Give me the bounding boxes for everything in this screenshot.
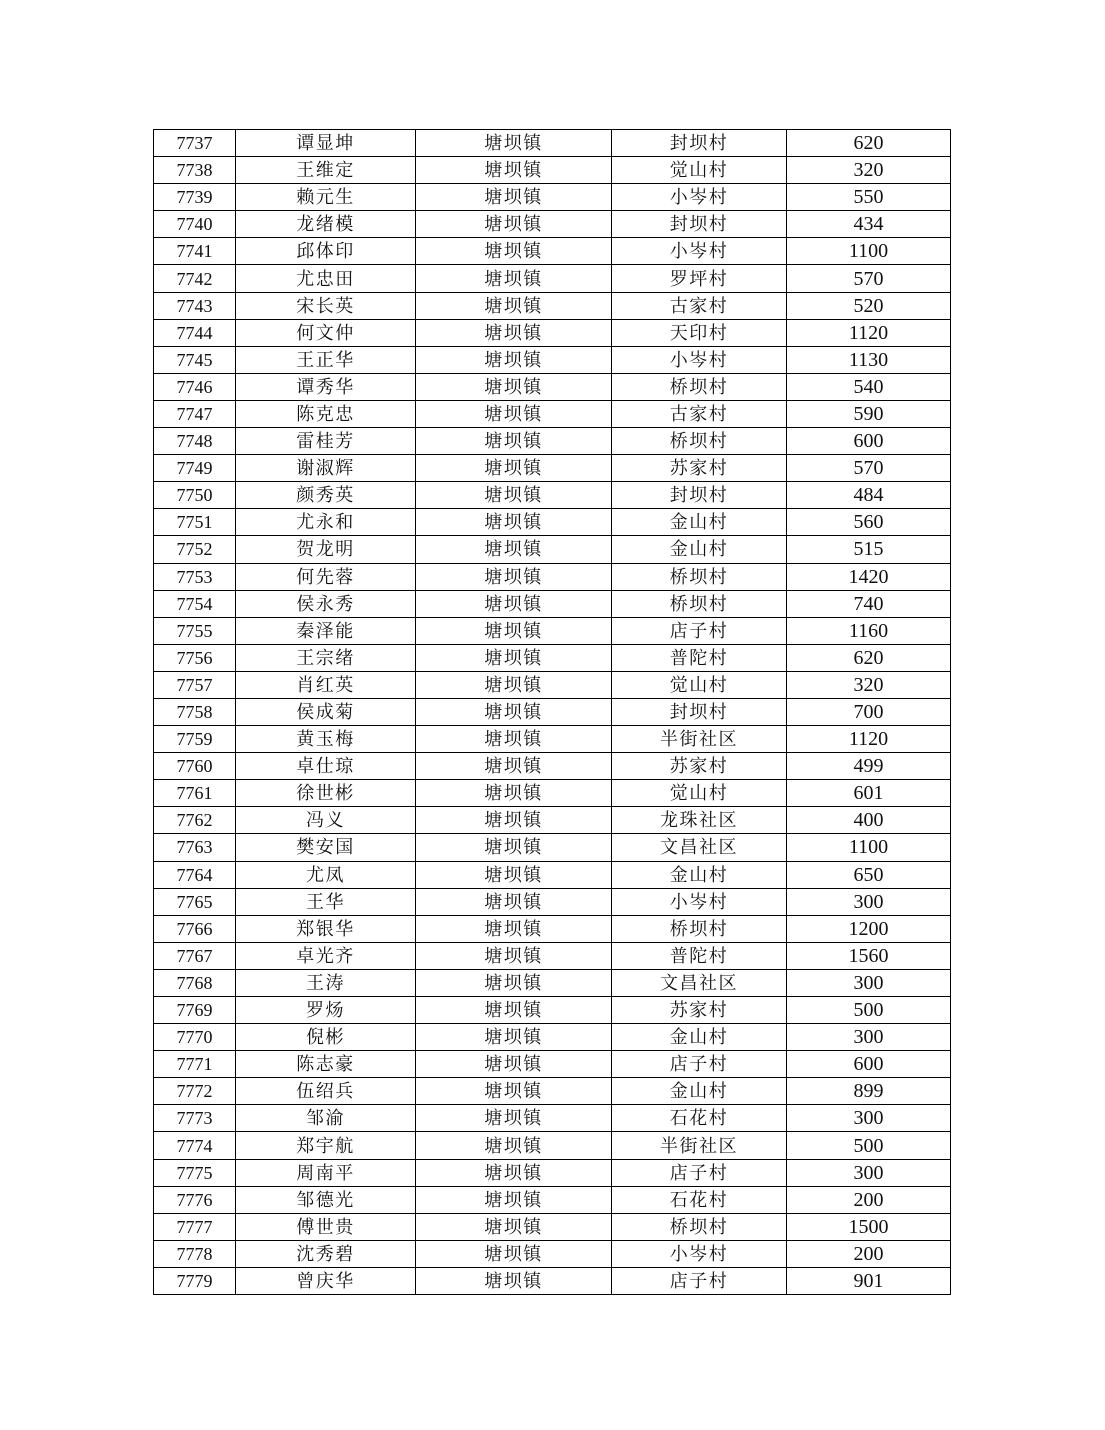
cell-name: 黄玉梅: [236, 726, 416, 753]
cell-amount: 550: [787, 184, 951, 211]
cell-village: 桥坝村: [612, 915, 787, 942]
cell-amount: 300: [787, 1159, 951, 1186]
table-row: [154, 1240, 951, 1267]
cell-serial: 7737: [154, 130, 236, 157]
cell-village: 觉山村: [612, 157, 787, 184]
cell-town: 塘坝镇: [416, 238, 612, 265]
table-row: [154, 698, 951, 725]
table-row: [154, 238, 951, 265]
cell-serial: 7779: [154, 1267, 236, 1294]
cell-amount: 520: [787, 292, 951, 319]
cell-serial: 7774: [154, 1132, 236, 1159]
cell-name: 秦泽能: [236, 617, 416, 644]
cell-town: 塘坝镇: [416, 130, 612, 157]
table-row: [154, 455, 951, 482]
cell-village: 桥坝村: [612, 428, 787, 455]
cell-town: 塘坝镇: [416, 400, 612, 427]
cell-serial: 7739: [154, 184, 236, 211]
cell-village: 金山村: [612, 861, 787, 888]
cell-town: 塘坝镇: [416, 373, 612, 400]
cell-serial: 7759: [154, 726, 236, 753]
cell-town: 塘坝镇: [416, 915, 612, 942]
cell-town: 塘坝镇: [416, 1105, 612, 1132]
cell-town: 塘坝镇: [416, 1024, 612, 1051]
table-row: [154, 1213, 951, 1240]
cell-town: 塘坝镇: [416, 1213, 612, 1240]
cell-village: 苏家村: [612, 997, 787, 1024]
cell-serial: 7740: [154, 211, 236, 238]
cell-village: 文昌社区: [612, 834, 787, 861]
cell-town: 塘坝镇: [416, 1051, 612, 1078]
cell-serial: 7772: [154, 1078, 236, 1105]
cell-name: 伍绍兵: [236, 1078, 416, 1105]
cell-name: 傅世贵: [236, 1213, 416, 1240]
cell-name: 王涛: [236, 969, 416, 996]
table-row: [154, 1051, 951, 1078]
cell-amount: 300: [787, 1024, 951, 1051]
cell-village: 石花村: [612, 1105, 787, 1132]
table-row: [154, 888, 951, 915]
cell-name: 沈秀碧: [236, 1240, 416, 1267]
cell-name: 肖红英: [236, 671, 416, 698]
cell-town: 塘坝镇: [416, 211, 612, 238]
cell-serial: 7767: [154, 942, 236, 969]
cell-serial: 7757: [154, 671, 236, 698]
cell-name: 徐世彬: [236, 780, 416, 807]
cell-serial: 7761: [154, 780, 236, 807]
records-table-body: [154, 130, 951, 1295]
cell-name: 谢淑辉: [236, 455, 416, 482]
cell-serial: 7764: [154, 861, 236, 888]
cell-town: 塘坝镇: [416, 536, 612, 563]
cell-serial: 7749: [154, 455, 236, 482]
cell-town: 塘坝镇: [416, 1240, 612, 1267]
cell-town: 塘坝镇: [416, 292, 612, 319]
cell-serial: 7760: [154, 753, 236, 780]
cell-village: 半街社区: [612, 1132, 787, 1159]
cell-town: 塘坝镇: [416, 346, 612, 373]
cell-village: 金山村: [612, 509, 787, 536]
table-row: [154, 346, 951, 373]
cell-village: 文昌社区: [612, 969, 787, 996]
cell-serial: 7744: [154, 319, 236, 346]
cell-town: 塘坝镇: [416, 563, 612, 590]
cell-town: 塘坝镇: [416, 184, 612, 211]
cell-name: 倪彬: [236, 1024, 416, 1051]
cell-amount: 300: [787, 888, 951, 915]
cell-name: 樊安国: [236, 834, 416, 861]
table-row: [154, 617, 951, 644]
table-row: [154, 726, 951, 753]
cell-amount: 570: [787, 455, 951, 482]
cell-village: 金山村: [612, 536, 787, 563]
table-row: [154, 1186, 951, 1213]
cell-name: 尤忠田: [236, 265, 416, 292]
cell-village: 桥坝村: [612, 1213, 787, 1240]
cell-name: 何先蓉: [236, 563, 416, 590]
table-row: [154, 997, 951, 1024]
cell-village: 石花村: [612, 1186, 787, 1213]
cell-name: 赖元生: [236, 184, 416, 211]
cell-serial: 7741: [154, 238, 236, 265]
table-row: [154, 915, 951, 942]
cell-amount: 560: [787, 509, 951, 536]
cell-serial: 7755: [154, 617, 236, 644]
cell-amount: 500: [787, 997, 951, 1024]
cell-name: 郑银华: [236, 915, 416, 942]
cell-village: 小岑村: [612, 888, 787, 915]
cell-village: 店子村: [612, 617, 787, 644]
cell-village: 觉山村: [612, 671, 787, 698]
table-row: [154, 428, 951, 455]
cell-serial: 7742: [154, 265, 236, 292]
cell-name: 陈克忠: [236, 400, 416, 427]
cell-serial: 7752: [154, 536, 236, 563]
table-row: [154, 834, 951, 861]
cell-village: 封坝村: [612, 698, 787, 725]
cell-amount: 540: [787, 373, 951, 400]
cell-name: 尤凤: [236, 861, 416, 888]
cell-serial: 7777: [154, 1213, 236, 1240]
cell-village: 店子村: [612, 1267, 787, 1294]
cell-amount: 620: [787, 130, 951, 157]
cell-amount: 899: [787, 1078, 951, 1105]
table-row: [154, 319, 951, 346]
cell-village: 封坝村: [612, 130, 787, 157]
cell-village: 封坝村: [612, 211, 787, 238]
cell-town: 塘坝镇: [416, 1186, 612, 1213]
table-row: [154, 644, 951, 671]
table-row: [154, 563, 951, 590]
cell-name: 卓仕琼: [236, 753, 416, 780]
cell-town: 塘坝镇: [416, 834, 612, 861]
cell-amount: 740: [787, 590, 951, 617]
cell-village: 小岑村: [612, 1240, 787, 1267]
table-row: [154, 671, 951, 698]
cell-town: 塘坝镇: [416, 157, 612, 184]
cell-amount: 1200: [787, 915, 951, 942]
cell-name: 周南平: [236, 1159, 416, 1186]
cell-amount: 515: [787, 536, 951, 563]
cell-name: 龙绪模: [236, 211, 416, 238]
table-row: [154, 1159, 951, 1186]
cell-serial: 7738: [154, 157, 236, 184]
cell-town: 塘坝镇: [416, 942, 612, 969]
cell-amount: 700: [787, 698, 951, 725]
cell-name: 冯义: [236, 807, 416, 834]
cell-village: 金山村: [612, 1024, 787, 1051]
cell-serial: 7768: [154, 969, 236, 996]
cell-name: 颜秀英: [236, 482, 416, 509]
cell-name: 侯成菊: [236, 698, 416, 725]
cell-village: 金山村: [612, 1078, 787, 1105]
cell-serial: 7773: [154, 1105, 236, 1132]
cell-town: 塘坝镇: [416, 1078, 612, 1105]
cell-serial: 7778: [154, 1240, 236, 1267]
table-row: [154, 400, 951, 427]
cell-amount: 1120: [787, 726, 951, 753]
cell-town: 塘坝镇: [416, 482, 612, 509]
cell-amount: 1500: [787, 1213, 951, 1240]
cell-serial: 7748: [154, 428, 236, 455]
cell-amount: 499: [787, 753, 951, 780]
cell-village: 桥坝村: [612, 563, 787, 590]
cell-town: 塘坝镇: [416, 1267, 612, 1294]
cell-town: 塘坝镇: [416, 997, 612, 1024]
table-row: [154, 807, 951, 834]
cell-serial: 7771: [154, 1051, 236, 1078]
cell-amount: 320: [787, 157, 951, 184]
cell-name: 谭秀华: [236, 373, 416, 400]
table-row: [154, 157, 951, 184]
cell-amount: 600: [787, 1051, 951, 1078]
cell-amount: 1120: [787, 319, 951, 346]
table-row: [154, 1078, 951, 1105]
cell-village: 桥坝村: [612, 373, 787, 400]
cell-serial: 7746: [154, 373, 236, 400]
cell-amount: 570: [787, 265, 951, 292]
cell-name: 邹渝: [236, 1105, 416, 1132]
cell-village: 古家村: [612, 400, 787, 427]
cell-amount: 300: [787, 1105, 951, 1132]
cell-town: 塘坝镇: [416, 753, 612, 780]
cell-name: 王宗绪: [236, 644, 416, 671]
cell-village: 桥坝村: [612, 590, 787, 617]
cell-amount: 1130: [787, 346, 951, 373]
cell-town: 塘坝镇: [416, 509, 612, 536]
cell-town: 塘坝镇: [416, 1132, 612, 1159]
cell-town: 塘坝镇: [416, 319, 612, 346]
cell-name: 罗炀: [236, 997, 416, 1024]
cell-amount: 300: [787, 969, 951, 996]
table-row: [154, 211, 951, 238]
cell-amount: 590: [787, 400, 951, 427]
cell-serial: 7754: [154, 590, 236, 617]
records-table: [153, 129, 951, 1295]
cell-village: 小岑村: [612, 346, 787, 373]
cell-amount: 434: [787, 211, 951, 238]
cell-village: 普陀村: [612, 942, 787, 969]
cell-town: 塘坝镇: [416, 698, 612, 725]
cell-town: 塘坝镇: [416, 617, 612, 644]
cell-name: 尤永和: [236, 509, 416, 536]
cell-village: 小岑村: [612, 238, 787, 265]
table-row: [154, 265, 951, 292]
cell-village: 店子村: [612, 1051, 787, 1078]
cell-town: 塘坝镇: [416, 428, 612, 455]
cell-name: 卓光齐: [236, 942, 416, 969]
cell-name: 王华: [236, 888, 416, 915]
cell-name: 郑宇航: [236, 1132, 416, 1159]
cell-amount: 500: [787, 1132, 951, 1159]
cell-town: 塘坝镇: [416, 265, 612, 292]
table-row: [154, 1267, 951, 1294]
cell-serial: 7766: [154, 915, 236, 942]
cell-name: 邹德光: [236, 1186, 416, 1213]
cell-amount: 400: [787, 807, 951, 834]
table-row: [154, 536, 951, 563]
cell-amount: 320: [787, 671, 951, 698]
cell-town: 塘坝镇: [416, 1159, 612, 1186]
cell-name: 侯永秀: [236, 590, 416, 617]
cell-town: 塘坝镇: [416, 969, 612, 996]
table-row: [154, 1024, 951, 1051]
cell-amount: 1560: [787, 942, 951, 969]
cell-town: 塘坝镇: [416, 671, 612, 698]
cell-serial: 7743: [154, 292, 236, 319]
table-row: [154, 753, 951, 780]
cell-village: 小岑村: [612, 184, 787, 211]
cell-serial: 7745: [154, 346, 236, 373]
cell-amount: 650: [787, 861, 951, 888]
cell-name: 王维定: [236, 157, 416, 184]
cell-serial: 7751: [154, 509, 236, 536]
cell-village: 罗坪村: [612, 265, 787, 292]
cell-serial: 7756: [154, 644, 236, 671]
cell-amount: 1100: [787, 238, 951, 265]
table-row: [154, 130, 951, 157]
cell-town: 塘坝镇: [416, 780, 612, 807]
cell-serial: 7762: [154, 807, 236, 834]
cell-village: 龙珠社区: [612, 807, 787, 834]
cell-town: 塘坝镇: [416, 807, 612, 834]
cell-town: 塘坝镇: [416, 455, 612, 482]
cell-name: 宋长英: [236, 292, 416, 319]
cell-amount: 1420: [787, 563, 951, 590]
cell-serial: 7776: [154, 1186, 236, 1213]
cell-name: 贺龙明: [236, 536, 416, 563]
cell-town: 塘坝镇: [416, 590, 612, 617]
cell-name: 雷桂芳: [236, 428, 416, 455]
table-row: [154, 1132, 951, 1159]
cell-amount: 601: [787, 780, 951, 807]
cell-name: 王正华: [236, 346, 416, 373]
table-row: [154, 861, 951, 888]
cell-serial: 7770: [154, 1024, 236, 1051]
cell-amount: 200: [787, 1240, 951, 1267]
cell-amount: 901: [787, 1267, 951, 1294]
cell-town: 塘坝镇: [416, 726, 612, 753]
cell-serial: 7765: [154, 888, 236, 915]
cell-village: 普陀村: [612, 644, 787, 671]
cell-serial: 7775: [154, 1159, 236, 1186]
table-row: [154, 482, 951, 509]
cell-name: 谭显坤: [236, 130, 416, 157]
cell-serial: 7758: [154, 698, 236, 725]
cell-village: 店子村: [612, 1159, 787, 1186]
cell-village: 觉山村: [612, 780, 787, 807]
cell-village: 半街社区: [612, 726, 787, 753]
cell-serial: 7750: [154, 482, 236, 509]
table-row: [154, 969, 951, 996]
cell-town: 塘坝镇: [416, 644, 612, 671]
cell-serial: 7769: [154, 997, 236, 1024]
cell-name: 邱体印: [236, 238, 416, 265]
cell-serial: 7747: [154, 400, 236, 427]
cell-name: 曾庆华: [236, 1267, 416, 1294]
cell-name: 何文仲: [236, 319, 416, 346]
table-row: [154, 942, 951, 969]
cell-amount: 200: [787, 1186, 951, 1213]
cell-village: 苏家村: [612, 753, 787, 780]
cell-town: 塘坝镇: [416, 861, 612, 888]
cell-amount: 1160: [787, 617, 951, 644]
cell-amount: 600: [787, 428, 951, 455]
table-row: [154, 292, 951, 319]
cell-amount: 1100: [787, 834, 951, 861]
table-row: [154, 373, 951, 400]
cell-village: 古家村: [612, 292, 787, 319]
cell-town: 塘坝镇: [416, 888, 612, 915]
table-row: [154, 1105, 951, 1132]
table-row: [154, 184, 951, 211]
cell-village: 苏家村: [612, 455, 787, 482]
cell-amount: 620: [787, 644, 951, 671]
cell-name: 陈志豪: [236, 1051, 416, 1078]
cell-village: 封坝村: [612, 482, 787, 509]
table-row: [154, 509, 951, 536]
table-row: [154, 780, 951, 807]
cell-amount: 484: [787, 482, 951, 509]
cell-serial: 7753: [154, 563, 236, 590]
table-row: [154, 590, 951, 617]
cell-village: 天印村: [612, 319, 787, 346]
cell-serial: 7763: [154, 834, 236, 861]
